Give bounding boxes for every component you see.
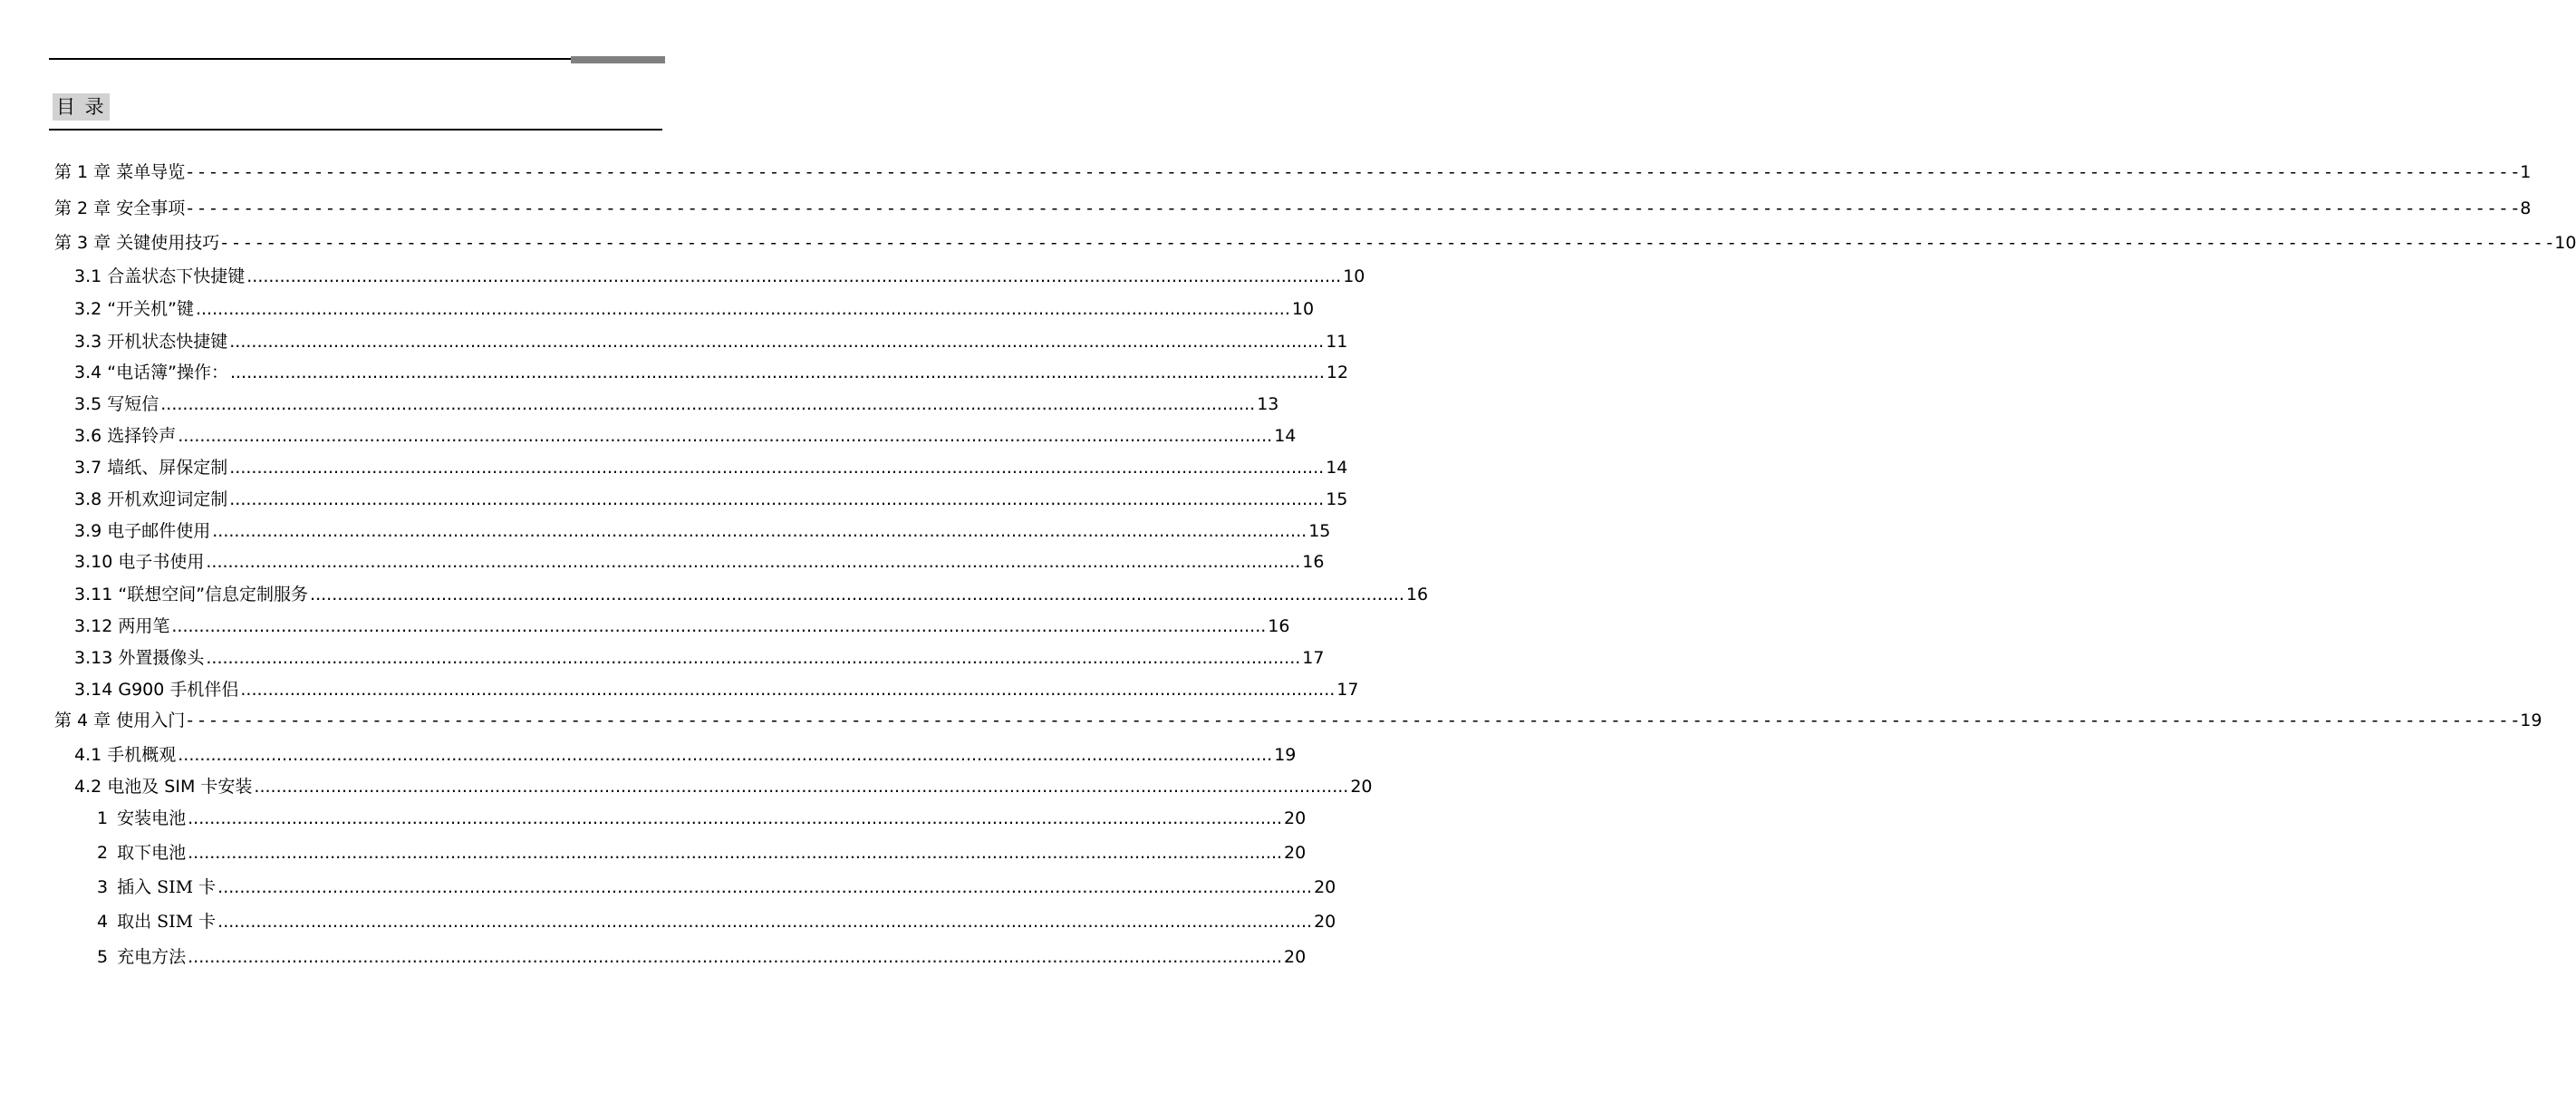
- toc-leader: ........................................................................................................................................................................................................: [246, 266, 1342, 286]
- toc-page-number: 17: [1336, 680, 1359, 700]
- toc-leader: ........................................................................................................................................................................................................: [217, 877, 1313, 897]
- toc-leader: ........................................................................................................................................................................................................: [171, 616, 1267, 636]
- toc-entry-title: 4.2 电池及 SIM 卡安装: [74, 777, 253, 797]
- toc-page-number: 1: [2520, 162, 2532, 182]
- toc-leader: - - - - - - - - - - - - - - - - - - - - - - - - - - - - - - - - - - - - - - - - - - - - - - - - - - - - - - - - - - - - - - - - - - - - - - - - - - - - - - - - - - - - - - - - - - - - - - - - - - - - - - - - - - - - - - - - - - - - - - - - - - - - - - - - - - - - - - - - - - - - - - - - - - - - - - - - - - - - - - - - - - - - - - - - - - - - - - - - - - - - - - - - - - - - - - - - - - - - - - - -: [187, 198, 2519, 218]
- toc-page-number: 14: [1326, 458, 1348, 478]
- toc-page-number: 11: [1326, 332, 1348, 352]
- toc-entry-number: 4: [97, 912, 109, 932]
- toc-entry-number: 1: [97, 808, 109, 828]
- toc-entry-label: 取出 SIM 卡: [117, 912, 217, 932]
- toc-leader: - - - - - - - - - - - - - - - - - - - - - - - - - - - - - - - - - - - - - - - - - - - - - - - - - - - - - - - - - - - - - - - - - - - - - - - - - - - - - - - - - - - - - - - - - - - - - - - - - - - - - - - - - - - - - - - - - - - - - - - - - - - - - - - - - - - - - - - - - - - - - - - - - - - - - - - - - - - - - - - - - - - - - - - - - - - - - - - - - - - - - - - - - - - - - - - - - - - - - - - -: [221, 233, 2553, 253]
- toc-page-number: 15: [1326, 489, 1348, 509]
- toc-entry-title: 3.12 两用笔: [74, 616, 170, 636]
- toc-entry-title: 3.1 合盖状态下快捷键: [74, 266, 246, 286]
- toc-page-number: 10: [2554, 233, 2576, 253]
- toc-entry-title: 4.1 手机概观: [74, 745, 177, 765]
- toc-page-number: 19: [1274, 745, 1297, 765]
- toc-entry-title: 3.5 写短信: [74, 394, 159, 414]
- toc-entry-title: [97, 910, 216, 933]
- toc-leader: ........................................................................................................................................................................................................: [178, 426, 1273, 446]
- toc-entry-title: 第 4 章 使用入门: [54, 711, 186, 730]
- toc-entry-title: 3.13 外置摄像头: [74, 648, 205, 668]
- toc-entry-title: 3.3 开机状态快捷键: [74, 332, 228, 352]
- toc-leader: ........................................................................................................................................................................................................: [188, 808, 1283, 828]
- toc-entry-label: 取下电池: [117, 843, 187, 863]
- toc-entry-title: [97, 807, 186, 830]
- toc-page-number: 14: [1274, 426, 1297, 446]
- toc-page-number: 10: [1343, 266, 1365, 286]
- toc-entry-number: 5: [97, 947, 109, 967]
- toc-entry-label: 充电方法: [117, 947, 187, 967]
- toc-entry[interactable]: [74, 614, 1290, 638]
- toc-entry-title: 3.14 G900 手机伴侣: [74, 680, 239, 700]
- toc-leader: ........................................................................................................................................................................................................: [229, 332, 1325, 352]
- toc-page-number: 15: [1308, 521, 1331, 541]
- toc-entry[interactable]: [74, 678, 1359, 701]
- toc-entry[interactable]: [74, 775, 1373, 798]
- toc-entry[interactable]: [74, 392, 1279, 416]
- toc-entry[interactable]: [74, 583, 1429, 606]
- toc-leader: ........................................................................................................................................................................................................: [206, 552, 1301, 572]
- toc-entry[interactable]: [74, 330, 1348, 353]
- toc-page-number: 12: [1326, 363, 1349, 382]
- toc-page-number: 20: [1314, 877, 1336, 897]
- toc-entry-label: 插入 SIM 卡: [117, 877, 217, 897]
- toc-entry-title: 3.11 “联想空间”信息定制服务: [74, 585, 309, 604]
- toc-entry[interactable]: [74, 361, 1349, 384]
- toc-entry[interactable]: [97, 807, 1307, 830]
- header-rule: [49, 58, 571, 60]
- toc-leader: - - - - - - - - - - - - - - - - - - - - - - - - - - - - - - - - - - - - - - - - - - - - - - - - - - - - - - - - - - - - - - - - - - - - - - - - - - - - - - - - - - - - - - - - - - - - - - - - - - - - - - - - - - - - - - - - - - - - - - - - - - - - - - - - - - - - - - - - - - - - - - - - - - - - - - - - - - - - - - - - - - - - - - - - - - - - - - - - - - - - - - - - - - - - - - - - - - - - - - - -: [187, 162, 2519, 182]
- toc-leader: ........................................................................................................................................................................................................: [229, 489, 1325, 509]
- toc-entry-title: [97, 875, 216, 899]
- toc-entry-title: 3.4 “电话簿”操作：: [74, 363, 228, 382]
- toc-page-number: 16: [1405, 585, 1429, 604]
- toc-entry-title: 3.8 开机欢迎词定制: [74, 489, 228, 509]
- toc-entry[interactable]: [74, 743, 1297, 767]
- toc-page-number: 16: [1302, 552, 1325, 572]
- toc-leader: ........................................................................................................................................................................................................: [206, 648, 1301, 668]
- toc-entry[interactable]: [74, 297, 1315, 321]
- toc-entry-label: 安装电池: [117, 808, 187, 828]
- toc-leader: ........................................................................................................................................................................................................: [217, 912, 1313, 932]
- toc-entry[interactable]: [54, 231, 2576, 255]
- toc-entry[interactable]: [74, 550, 1325, 574]
- toc-leader: - - - - - - - - - - - - - - - - - - - - - - - - - - - - - - - - - - - - - - - - - - - - - - - - - - - - - - - - - - - - - - - - - - - - - - - - - - - - - - - - - - - - - - - - - - - - - - - - - - - - - - - - - - - - - - - - - - - - - - - - - - - - - - - - - - - - - - - - - - - - - - - - - - - - - - - - - - - - - - - - - - - - - - - - - - - - - - - - - - - - - - - - - - - - - - - - - - - - - - - -: [187, 711, 2519, 730]
- toc-entry-title: 第 1 章 菜单导览: [54, 162, 186, 182]
- toc-entry-title: 3.7 墙纸、屏保定制: [74, 458, 228, 478]
- toc-entry-title: 第 2 章 安全事项: [54, 198, 186, 218]
- toc-leader: ........................................................................................................................................................................................................: [229, 458, 1325, 478]
- title-underline: [49, 129, 662, 131]
- toc-title: 目 录: [53, 93, 110, 121]
- toc-page-number: 20: [1284, 947, 1307, 967]
- toc-leader: ........................................................................................................................................................................................................: [212, 521, 1307, 541]
- toc-entry-number: 3: [97, 877, 109, 897]
- toc-entry[interactable]: [74, 265, 1365, 288]
- toc-page-number: 19: [2520, 711, 2542, 730]
- toc-leader: ........................................................................................................................................................................................................: [178, 745, 1273, 765]
- toc-leader: ........................................................................................................................................................................................................: [195, 299, 1290, 319]
- toc-entry-title: [97, 841, 186, 865]
- toc-page-number: 20: [1314, 912, 1336, 932]
- toc-entry[interactable]: [74, 456, 1348, 479]
- toc-entry-title: 3.10 电子书使用: [74, 552, 205, 572]
- toc-page-number: 13: [1257, 394, 1279, 414]
- toc-entry[interactable]: [54, 160, 2532, 184]
- toc-leader: ........................................................................................................................................................................................................: [188, 843, 1283, 863]
- toc-entry[interactable]: [97, 875, 1336, 899]
- toc-entry[interactable]: [97, 910, 1336, 933]
- toc-leader: ........................................................................................................................................................................................................: [160, 394, 1256, 414]
- toc-leader: ........................................................................................................................................................................................................: [188, 947, 1283, 967]
- toc-entry[interactable]: [97, 841, 1307, 865]
- toc-entry[interactable]: [97, 945, 1307, 969]
- toc-page-number: 8: [2520, 198, 2532, 218]
- toc-entry[interactable]: [74, 646, 1325, 670]
- toc-entry-title: 3.9 电子邮件使用: [74, 521, 211, 541]
- toc-entry[interactable]: [54, 709, 2542, 732]
- toc-page-number: 20: [1284, 843, 1307, 863]
- toc-page-number: 10: [1291, 299, 1315, 319]
- toc-entry[interactable]: [54, 197, 2532, 220]
- toc-entry-title: 3.2 “开关机”键: [74, 299, 194, 319]
- toc-leader: ........................................................................................................................................................................................................: [310, 585, 1404, 604]
- toc-entry[interactable]: [74, 519, 1331, 543]
- toc-entry-title: 第 3 章 关键使用技巧: [54, 233, 220, 253]
- toc-leader: ........................................................................................................................................................................................................: [240, 680, 1336, 700]
- toc-entry-number: 2: [97, 843, 109, 863]
- toc-page-number: 16: [1268, 616, 1290, 636]
- toc-page-number: 17: [1302, 648, 1325, 668]
- toc-entry[interactable]: [74, 488, 1348, 511]
- toc-page-number: 20: [1284, 808, 1307, 828]
- toc-entry-title: 3.6 选择铃声: [74, 426, 177, 446]
- toc-entry[interactable]: [74, 424, 1297, 448]
- toc-page-number: 20: [1350, 777, 1373, 797]
- toc-leader: ........................................................................................................................................................................................................: [229, 363, 1325, 382]
- header-accent-bar: [571, 56, 665, 63]
- toc-entry-title: [97, 945, 186, 969]
- toc-leader: ........................................................................................................................................................................................................: [254, 777, 1349, 797]
